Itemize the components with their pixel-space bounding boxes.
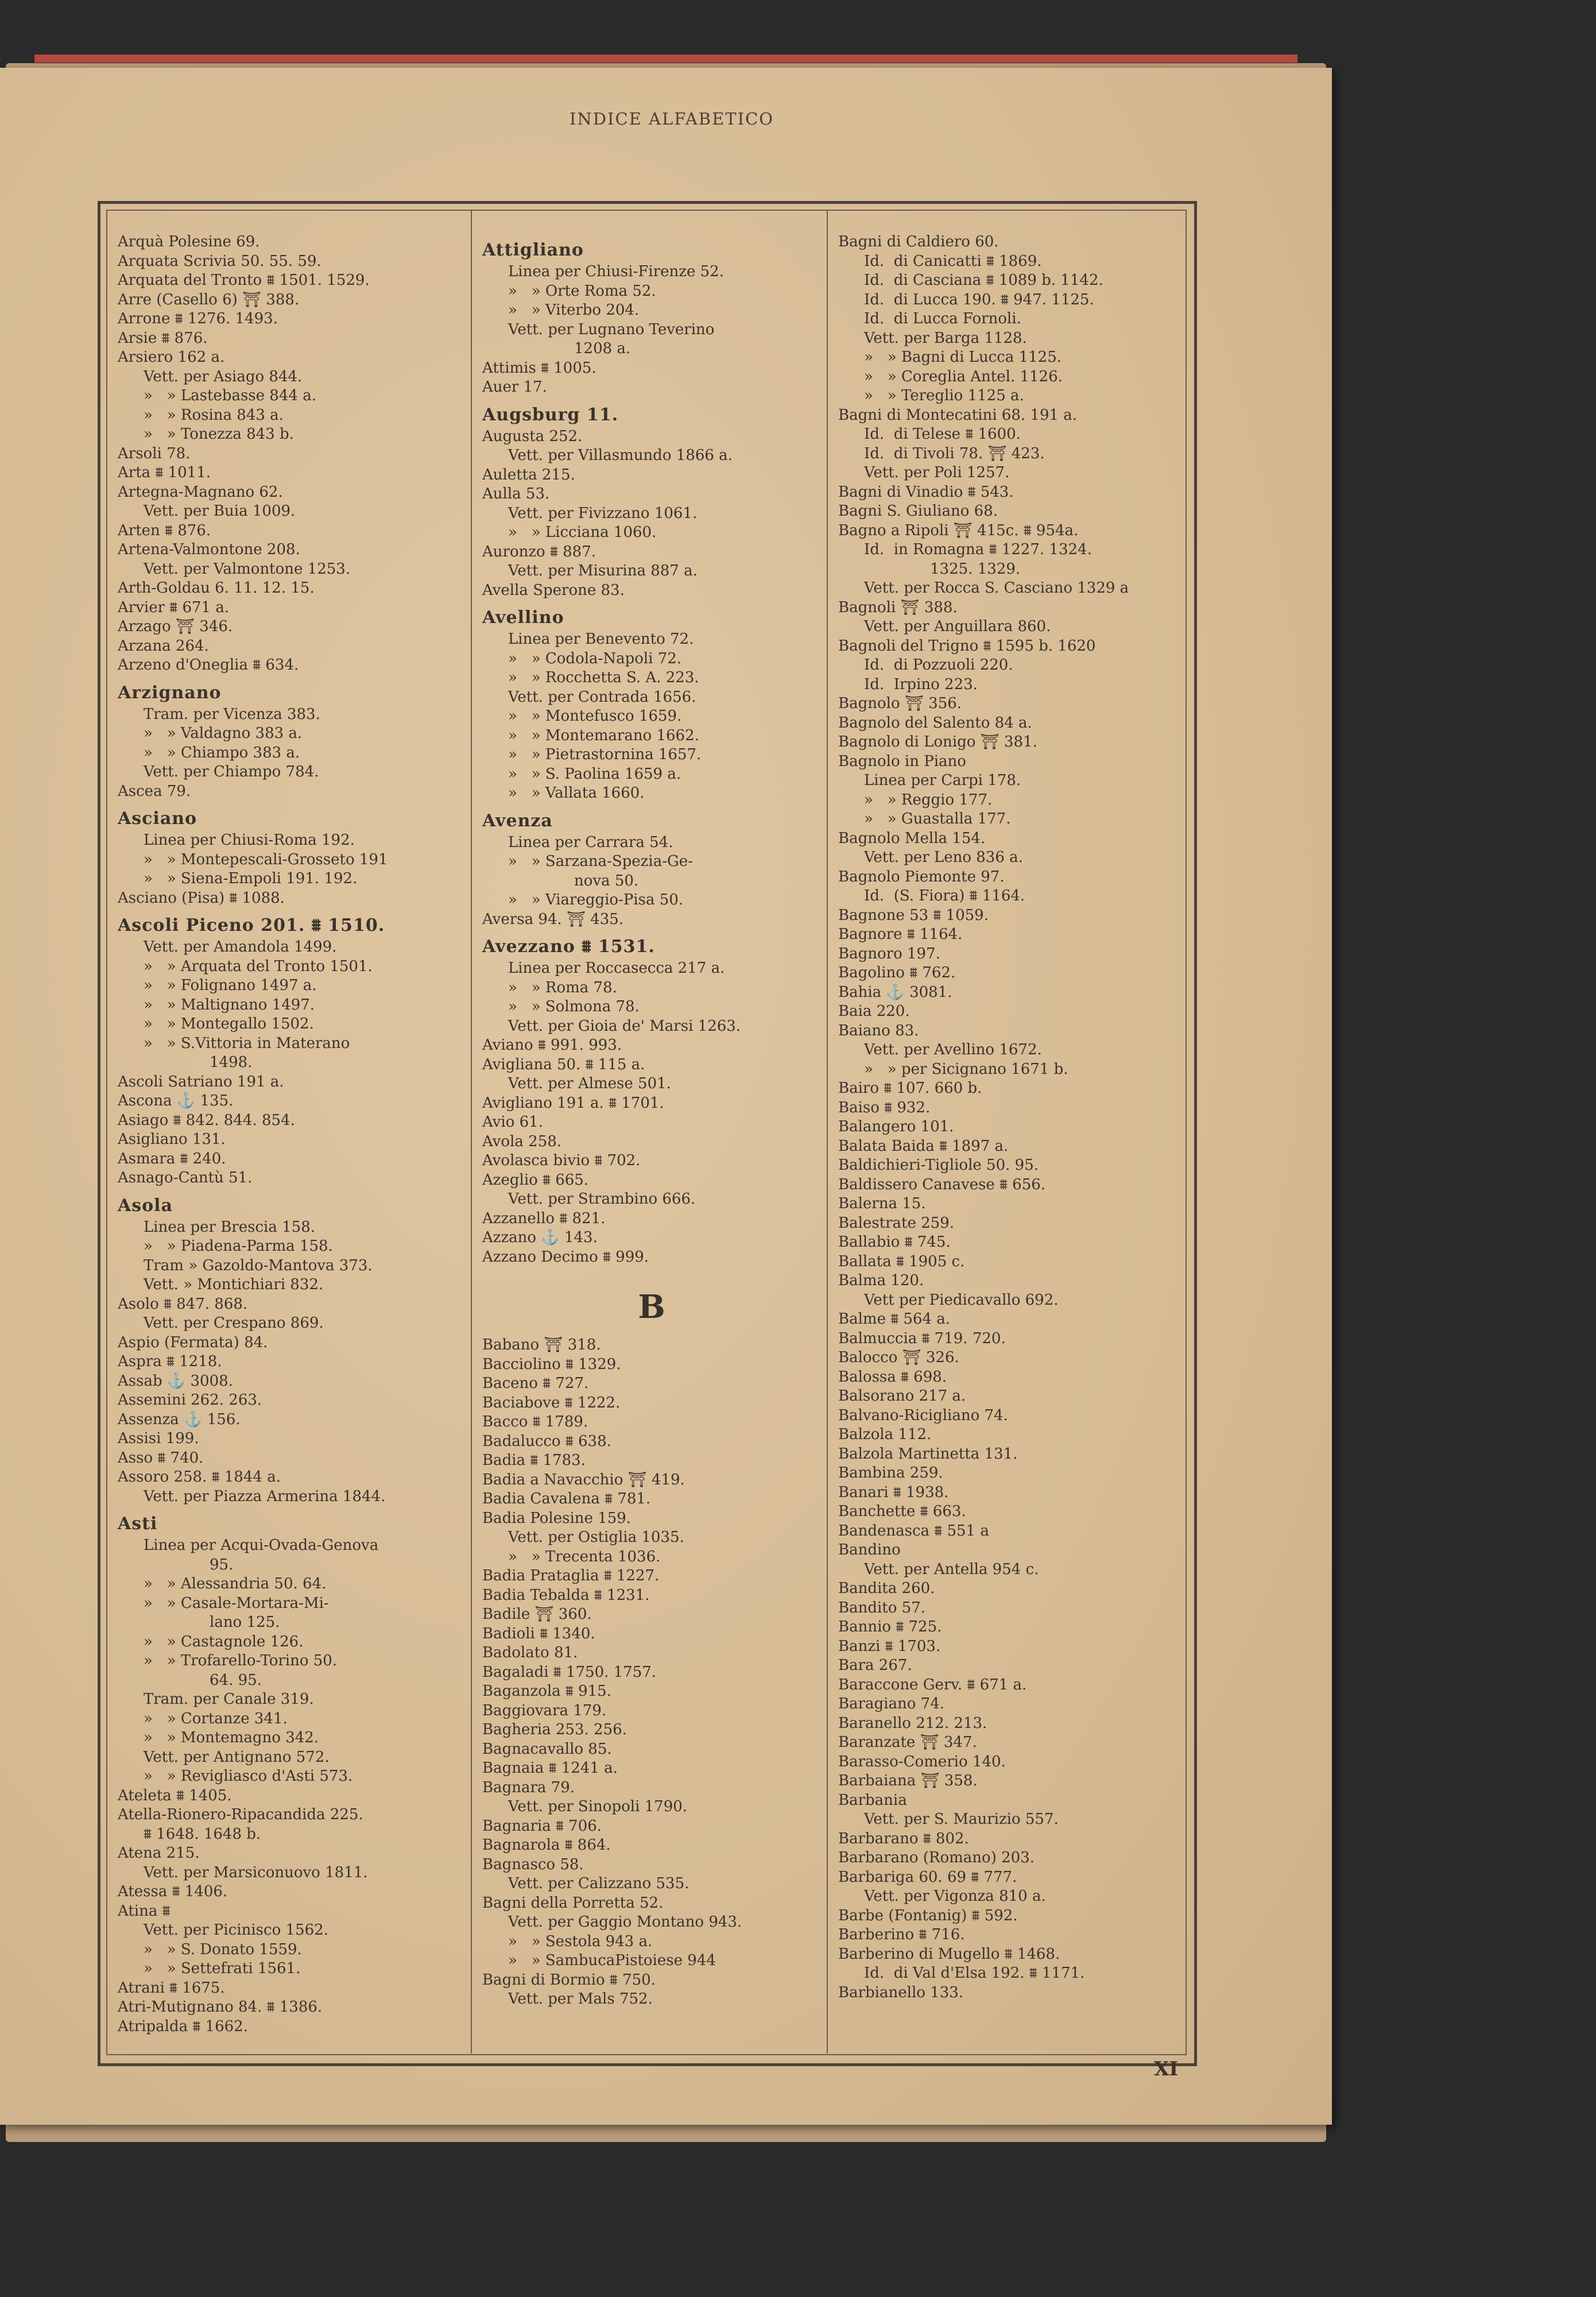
index-entry: Bagnaia ⩩ 1241 a. bbox=[482, 1760, 618, 1777]
section-letter: B bbox=[638, 1288, 665, 1326]
index-entry: » » Valdagno 383 a. bbox=[144, 725, 303, 742]
index-entry: Aspra ⩩ 1218. bbox=[118, 1353, 222, 1370]
index-entry: » » Folignano 1497 a. bbox=[144, 977, 317, 994]
index-entry: » » Montefusco 1659. bbox=[508, 707, 682, 725]
index-entry: Vett. per Poli 1257. bbox=[864, 464, 1010, 481]
index-entry: Bagni di Bormio ⩩ 750. bbox=[482, 1971, 656, 1989]
index-entry: Azzano ⚓ 143. bbox=[482, 1229, 598, 1246]
index-entry: » » Maltignano 1497. bbox=[144, 996, 315, 1014]
index-entry: Bagnolo Piemonte 97. bbox=[838, 868, 1005, 885]
index-entry: Vett per Piedicavallo 692. bbox=[864, 1291, 1059, 1309]
index-entry: Atri-Mutignano 84. ⩩ 1386. bbox=[118, 1998, 323, 2016]
index-entry: Vett. per Antella 954 c. bbox=[864, 1560, 1039, 1578]
index-entry: Baggiovara 179. bbox=[482, 1702, 607, 1719]
index-entry: » » Licciana 1060. bbox=[508, 524, 657, 541]
index-entry: Vett. per Crespano 869. bbox=[144, 1314, 324, 1332]
index-entry: Vett. per Misurina 887 a. bbox=[508, 562, 698, 579]
index-entry: Vett. per Gioia de' Marsi 1263. bbox=[508, 1017, 741, 1035]
index-entry: Linea per Acqui-Ovada-Genova bbox=[144, 1537, 379, 1554]
index-entry: Linea per Roccasecca 217 a. bbox=[508, 960, 725, 977]
index-entry: Baia 220. bbox=[838, 1003, 910, 1020]
index-entry: Id. Irpino 223. bbox=[864, 675, 978, 693]
index-entry: Vett. per Leno 836 a. bbox=[864, 849, 1023, 866]
index-entry: Baragiano 74. bbox=[838, 1695, 945, 1712]
index-column-2 bbox=[482, 233, 821, 2009]
index-entry: Vett. per Anguillara 860. bbox=[864, 618, 1051, 635]
index-entry: » » Tereglio 1125 a. bbox=[864, 387, 1024, 404]
index-entry: Auronzo ⩩ 887. bbox=[482, 543, 596, 560]
index-entry: Avio 61. bbox=[482, 1113, 543, 1131]
index-entry: Vett. per Calizzano 535. bbox=[508, 1875, 689, 1892]
column-rule-2 bbox=[827, 210, 828, 2054]
index-entry: Ballabio ⩩ 745. bbox=[838, 1233, 951, 1251]
index-entry: Id. (S. Fiora) ⩩ 1164. bbox=[864, 887, 1025, 904]
index-entry: Arzeno d'Oneglia ⩩ 634. bbox=[118, 656, 299, 674]
index-entry: Assemini 262. 263. bbox=[118, 1391, 262, 1409]
index-entry: Asiago ⩩ 842. 844. 854. bbox=[118, 1111, 295, 1129]
index-entry: Balossa ⩩ 698. bbox=[838, 1368, 947, 1386]
index-entry: Vett. per Valmontone 1253. bbox=[144, 560, 351, 578]
index-entry: Vett. per Vigonza 810 a. bbox=[864, 1888, 1046, 1905]
index-entry: Attimis ⩩ 1005. bbox=[482, 359, 596, 377]
index-entry: Bagnoli del Trigno ⩩ 1595 b. 1620 bbox=[838, 637, 1096, 655]
index-entry: Baraccone Gerv. ⩩ 671 a. bbox=[838, 1676, 1027, 1693]
index-entry: Vett. per Picinisco 1562. bbox=[144, 1921, 328, 1939]
index-entry: Bagnasco 58. bbox=[482, 1855, 584, 1873]
index-entry: Arzago ⛩ 346. bbox=[118, 618, 233, 635]
index-entry: Artegna-Magnano 62. bbox=[118, 483, 283, 501]
index-entry: Balzola Martinetta 131. bbox=[838, 1445, 1018, 1463]
index-entry: » » SambucaPistoiese 944 bbox=[508, 1952, 716, 1969]
index-entry: Balsorano 217 a. bbox=[838, 1387, 966, 1405]
index-entry: Banzi ⩩ 1703. bbox=[838, 1637, 941, 1655]
index-entry: Bara 267. bbox=[838, 1657, 912, 1674]
index-entry: Tram. per Canale 319. bbox=[144, 1691, 314, 1708]
index-entry: Barberino di Mugello ⩩ 1468. bbox=[838, 1945, 1060, 1963]
index-entry: Atella-Rionero-Ripacandida 225. bbox=[118, 1806, 363, 1823]
index-entry: Vett. per Mals 752. bbox=[508, 1990, 653, 2008]
index-entry: Atina ⩩ bbox=[118, 1902, 171, 1920]
index-entry: Vett. per Contrada 1656. bbox=[508, 688, 696, 706]
index-entry: Baiso ⩩ 932. bbox=[838, 1099, 931, 1116]
index-entry: Avigliano 191 a. ⩩ 1701. bbox=[482, 1094, 664, 1112]
index-entry: » » Codola-Napoli 72. bbox=[508, 649, 682, 667]
index-entry: » » Tonezza 843 b. bbox=[144, 426, 294, 443]
index-entry: Avola 258. bbox=[482, 1132, 562, 1150]
index-entry: Arsoli 78. bbox=[118, 444, 191, 462]
page-header: INDICE ALFABETICO bbox=[569, 109, 774, 129]
index-entry: Badile ⛩ 360. bbox=[482, 1606, 592, 1623]
index-entry: Baranzate ⛩ 347. bbox=[838, 1734, 977, 1751]
index-entry: Bagnolo in Piano bbox=[838, 752, 966, 770]
index-entry: » » S. Donato 1559. bbox=[144, 1940, 302, 1958]
index-heading: Asciano bbox=[118, 809, 197, 829]
index-entry: Arvier ⩩ 671 a. bbox=[118, 598, 230, 616]
index-entry: » » Guastalla 177. bbox=[864, 810, 1011, 827]
index-entry: » » per Sicignano 1671 b. bbox=[864, 1060, 1068, 1078]
index-entry: Bahia ⚓ 3081. bbox=[838, 983, 952, 1001]
index-entry: Bagno a Ripoli ⛩ 415c. ⩩ 954a. bbox=[838, 521, 1079, 539]
index-entry: Vett. per Sinopoli 1790. bbox=[508, 1798, 688, 1815]
index-entry: Id. di Lucca 190. ⩩ 947. 1125. bbox=[864, 291, 1094, 308]
index-entry: Badia ⩩ 1783. bbox=[482, 1452, 586, 1469]
book-edge-red bbox=[34, 55, 1297, 63]
index-entry: Bagnaria ⩩ 706. bbox=[482, 1817, 602, 1835]
index-entry: Badia a Navacchio ⛩ 419. bbox=[482, 1471, 685, 1488]
index-entry: Badia Tebalda ⩩ 1231. bbox=[482, 1586, 650, 1604]
index-entry: » » Viterbo 204. bbox=[508, 301, 640, 319]
index-entry: » » Solmona 78. bbox=[508, 998, 640, 1015]
index-entry: » » Pietrastornina 1657. bbox=[508, 746, 702, 763]
index-entry: Barasso-Comerio 140. bbox=[838, 1753, 1006, 1770]
index-entry: » » Montemarano 1662. bbox=[508, 726, 699, 744]
index-entry: 64. 95. bbox=[210, 1671, 262, 1689]
index-entry: Id. di Telese ⩩ 1600. bbox=[864, 426, 1021, 443]
index-entry: Assisi 199. bbox=[118, 1430, 199, 1447]
index-entry: Balvano-Ricigliano 74. bbox=[838, 1406, 1008, 1424]
index-entry: Vett. per Strambino 666. bbox=[508, 1190, 696, 1208]
index-entry: Arzana 264. bbox=[118, 637, 209, 655]
index-entry: Barbariga 60. 69 ⩩ 777. bbox=[838, 1868, 1017, 1886]
index-entry: Badia Prataglia ⩩ 1227. bbox=[482, 1567, 660, 1584]
index-entry: Vett. per S. Maurizio 557. bbox=[864, 1811, 1059, 1828]
index-entry: Arta ⩩ 1011. bbox=[118, 464, 211, 481]
index-entry: Bagaladi ⩩ 1750. 1757. bbox=[482, 1663, 657, 1681]
index-entry: Linea per Benevento 72. bbox=[508, 631, 694, 648]
index-entry: Bagni S. Giuliano 68. bbox=[838, 502, 998, 520]
index-entry: Baiano 83. bbox=[838, 1022, 919, 1039]
index-entry: Id. di Pozzuoli 220. bbox=[864, 656, 1013, 674]
index-entry: » » Montepescali-Grosseto 191 bbox=[144, 850, 388, 868]
index-entry: » » Montegallo 1502. bbox=[144, 1015, 314, 1033]
index-entry: » » Rosina 843 a. bbox=[144, 406, 284, 424]
index-entry: Badia Cavalena ⩩ 781. bbox=[482, 1490, 651, 1507]
index-entry: » » Settefrati 1561. bbox=[144, 1960, 301, 1977]
index-entry: 1498. bbox=[210, 1054, 253, 1071]
index-entry: Bagnolo ⛩ 356. bbox=[838, 695, 962, 712]
index-entry: nova 50. bbox=[574, 872, 639, 890]
index-entry: Bagnone 53 ⩩ 1059. bbox=[838, 906, 989, 924]
index-entry: Arquà Polesine 69. bbox=[118, 233, 260, 250]
index-entry: Bagnarola ⩩ 864. bbox=[482, 1836, 611, 1854]
index-entry: » » S. Paolina 1659 a. bbox=[508, 765, 681, 783]
index-entry: » » Chiampo 383 a. bbox=[144, 744, 300, 761]
index-entry: Vett. per Rocca S. Casciano 1329 a bbox=[864, 579, 1129, 597]
index-entry: Ascea 79. bbox=[118, 782, 191, 800]
index-entry: Bagni della Porretta 52. bbox=[482, 1894, 664, 1912]
index-entry: Bairo ⩩ 107. 660 b. bbox=[838, 1080, 982, 1097]
index-entry: Baceno ⩩ 727. bbox=[482, 1375, 589, 1392]
index-entry: Aulla 53. bbox=[482, 485, 550, 502]
index-heading: Arzignano bbox=[118, 682, 222, 703]
index-entry: Atessa ⩩ 1406. bbox=[118, 1883, 228, 1900]
index-entry: Bacco ⩩ 1789. bbox=[482, 1413, 588, 1430]
index-entry: Bagni di Caldiero 60. bbox=[838, 233, 999, 250]
index-entry: Assoro 258. ⩩ 1844 a. bbox=[118, 1468, 281, 1486]
index-entry: Atrani ⩩ 1675. bbox=[118, 1979, 225, 1997]
index-entry: Babano ⛩ 318. bbox=[482, 1336, 601, 1354]
index-entry: Aversa 94. ⛩ 435. bbox=[482, 910, 624, 928]
index-entry: Bannio ⩩ 725. bbox=[838, 1618, 942, 1635]
index-entry: Bambina 259. bbox=[838, 1464, 943, 1482]
index-entry: Bagni di Montecatini 68. 191 a. bbox=[838, 406, 1078, 424]
index-entry: » » Reggio 177. bbox=[864, 791, 993, 809]
index-entry: » » Coreglia Antel. 1126. bbox=[864, 368, 1063, 385]
index-entry: Vett. per Villasmundo 1866 a. bbox=[508, 447, 733, 464]
index-entry: Ascona ⚓ 135. bbox=[118, 1092, 234, 1109]
index-entry: Bandenasca ⩩ 551 a bbox=[838, 1522, 989, 1540]
index-entry: Id. di Tivoli 78. ⛩ 423. bbox=[864, 444, 1045, 462]
index-heading: Augsburg 11. bbox=[482, 404, 619, 425]
index-entry: Arsie ⩩ 876. bbox=[118, 329, 208, 347]
index-entry: » » Castagnole 126. bbox=[144, 1633, 304, 1650]
index-entry: Banari ⩩ 1938. bbox=[838, 1483, 949, 1501]
index-entry: Bagnore ⩩ 1164. bbox=[838, 926, 963, 943]
index-entry: Assenza ⚓ 156. bbox=[118, 1410, 241, 1428]
index-entry: » » Cortanze 341. bbox=[144, 1710, 288, 1727]
index-entry: Vett. per Asiago 844. bbox=[144, 368, 303, 385]
index-entry: » » Piadena-Parma 158. bbox=[144, 1238, 333, 1255]
index-entry: Auletta 215. bbox=[482, 466, 575, 484]
index-entry: » » Lastebasse 844 a. bbox=[144, 387, 316, 404]
index-entry: Bagnolo Mella 154. bbox=[838, 829, 986, 847]
index-entry: Asso ⩩ 740. bbox=[118, 1449, 204, 1467]
index-entry: » » Trofarello-Torino 50. bbox=[144, 1652, 338, 1669]
index-entry: » » Casale-Mortara-Mi- bbox=[144, 1594, 329, 1612]
index-entry: Asciano (Pisa) ⩩ 1088. bbox=[118, 889, 285, 907]
index-heading: Asola bbox=[118, 1195, 173, 1216]
index-entry: Bagheria 253. 256. bbox=[482, 1721, 627, 1738]
index-entry: » » Arquata del Tronto 1501. bbox=[144, 957, 373, 975]
index-entry: Bacciolino ⩩ 1329. bbox=[482, 1355, 621, 1373]
index-entry: Vett. per Piazza Armerina 1844. bbox=[144, 1487, 386, 1505]
index-entry: Bagnolo del Salento 84 a. bbox=[838, 714, 1032, 732]
index-entry: Baldichieri-Tigliole 50. 95. bbox=[838, 1157, 1039, 1174]
index-entry: Bagolino ⩩ 762. bbox=[838, 964, 956, 981]
index-entry: Bandino bbox=[838, 1541, 901, 1559]
index-entry: Linea per Chiusi-Roma 192. bbox=[144, 832, 355, 849]
index-entry: » » Roma 78. bbox=[508, 979, 617, 996]
index-entry: Aspio (Fermata) 84. bbox=[118, 1333, 268, 1351]
index-entry: » » Bagni di Lucca 1125. bbox=[864, 349, 1062, 366]
index-entry: Balzola 112. bbox=[838, 1426, 932, 1443]
index-entry: Badolato 81. bbox=[482, 1644, 578, 1661]
index-entry: Avigliana 50. ⩩ 115 a. bbox=[482, 1055, 645, 1073]
index-entry: Auer 17. bbox=[482, 378, 547, 396]
index-entry: » » Rocchetta S. A. 223. bbox=[508, 669, 699, 686]
index-entry: Barbania bbox=[838, 1791, 907, 1809]
index-heading: Ascoli Piceno 201. ⩩ 1510. bbox=[118, 915, 385, 935]
index-entry: Id. di Lucca Fornoli. bbox=[864, 310, 1021, 327]
index-entry: Badia Polesine 159. bbox=[482, 1509, 632, 1527]
index-entry: Id. di Val d'Elsa 192. ⩩ 1171. bbox=[864, 1965, 1085, 1982]
index-entry: Bagnacavallo 85. bbox=[482, 1740, 612, 1758]
index-heading: Avellino bbox=[482, 608, 564, 628]
index-entry: Arth-Goldau 6. 11. 12. 15. bbox=[118, 579, 315, 597]
index-entry: Arsiero 162 a. bbox=[118, 349, 225, 366]
index-entry: Azzano Decimo ⩩ 999. bbox=[482, 1248, 649, 1266]
index-entry: Tram. per Vicenza 383. bbox=[144, 705, 320, 723]
index-entry: Bagnoli ⛩ 388. bbox=[838, 598, 958, 616]
index-entry: Ascoli Satriano 191 a. bbox=[118, 1073, 284, 1091]
index-column-3 bbox=[838, 233, 1183, 2002]
index-entry: Badioli ⩩ 1340. bbox=[482, 1625, 595, 1642]
index-entry: Vett. per Avellino 1672. bbox=[864, 1041, 1042, 1058]
index-entry: Atripalda ⩩ 1662. bbox=[118, 2017, 248, 2035]
index-entry: Artena-Valmontone 208. bbox=[118, 541, 300, 558]
index-entry: Balestrate 259. bbox=[838, 1214, 955, 1232]
index-entry: Bandita 260. bbox=[838, 1580, 935, 1597]
index-entry: Avella Sperone 83. bbox=[482, 581, 625, 599]
index-entry: Vett. per Lugnano Teverino bbox=[508, 320, 715, 338]
index-entry: Vett. per Marsiconuovo 1811. bbox=[144, 1863, 368, 1881]
index-entry: Asmara ⩩ 240. bbox=[118, 1150, 226, 1167]
index-column-1 bbox=[118, 233, 462, 2036]
index-entry: Linea per Carpi 178. bbox=[864, 772, 1021, 789]
index-entry: Avolasca bivio ⩩ 702. bbox=[482, 1152, 641, 1169]
index-entry: Arrone ⩩ 1276. 1493. bbox=[118, 310, 278, 327]
index-entry: lano 125. bbox=[210, 1614, 280, 1631]
index-entry: Barbe (Fontanig) ⩩ 592. bbox=[838, 1907, 1018, 1924]
index-entry: Linea per Carrara 54. bbox=[508, 833, 673, 851]
index-entry: Assab ⚓ 3008. bbox=[118, 1372, 233, 1390]
page-number: XI bbox=[1154, 2058, 1179, 2081]
index-entry: Ballata ⩩ 1905 c. bbox=[838, 1252, 965, 1270]
index-entry: Id. di Canicatti ⩩ 1869. bbox=[864, 252, 1042, 270]
index-entry: Aviano ⩩ 991. 993. bbox=[482, 1037, 622, 1054]
index-entry: » » Viareggio-Pisa 50. bbox=[508, 891, 684, 908]
index-entry: » » Montemagno 342. bbox=[144, 1729, 319, 1746]
index-entry: Barbaiana ⛩ 358. bbox=[838, 1772, 978, 1789]
index-entry: » » Orte Roma 52. bbox=[508, 282, 656, 300]
index-entry: Barberino ⩩ 716. bbox=[838, 1926, 965, 1943]
index-entry: Tram » Gazoldo-Mantova 373. bbox=[144, 1256, 373, 1274]
index-entry: Vett. » Montichiari 832. bbox=[144, 1276, 324, 1293]
index-entry: Barbarano (Romano) 203. bbox=[838, 1849, 1035, 1866]
index-entry: Balangero 101. bbox=[838, 1118, 954, 1135]
index-entry: Badalucco ⩩ 638. bbox=[482, 1432, 611, 1450]
index-heading: Avezzano ⩩ 1531. bbox=[482, 937, 655, 957]
index-entry: Bagnolo di Lonigo ⛩ 381. bbox=[838, 733, 1037, 751]
index-entry: Vett. per Ostiglia 1035. bbox=[508, 1529, 684, 1546]
index-entry: » » Sarzana-Spezia-Ge- bbox=[508, 853, 693, 870]
index-entry: Asnago-Cantù 51. bbox=[118, 1169, 253, 1186]
index-entry: Atena 215. bbox=[118, 1844, 200, 1862]
index-entry: Vett. per Buia 1009. bbox=[144, 502, 296, 520]
index-entry: Balma 120. bbox=[838, 1272, 924, 1289]
index-entry: Barbianello 133. bbox=[838, 1983, 964, 2001]
index-entry: Asigliano 131. bbox=[118, 1131, 226, 1148]
index-entry: » » Vallata 1660. bbox=[508, 784, 645, 802]
index-entry: » » Siena-Empoli 191. 192. bbox=[144, 870, 358, 887]
column-rule-1 bbox=[471, 210, 472, 2054]
index-entry: Id. in Romagna ⩩ 1227. 1324. bbox=[864, 541, 1092, 558]
index-entry: Ateleta ⩩ 1405. bbox=[118, 1786, 232, 1804]
index-entry: Balata Baida ⩩ 1897 a. bbox=[838, 1137, 1009, 1155]
index-entry: Vett. per Fivizzano 1061. bbox=[508, 504, 698, 522]
index-entry: Arten ⩩ 876. bbox=[118, 521, 211, 539]
index-entry: Vett. per Barga 1128. bbox=[864, 329, 1027, 347]
index-entry: Vett. per Chiampo 784. bbox=[144, 763, 319, 780]
index-entry: » » Trecenta 1036. bbox=[508, 1548, 661, 1565]
index-entry: Balme ⩩ 564 a. bbox=[838, 1310, 951, 1328]
index-entry: Barbarano ⩩ 802. bbox=[838, 1830, 969, 1847]
index-entry: ⩩ 1648. 1648 b. bbox=[144, 1825, 261, 1843]
index-entry: » » Revigliasco d'Asti 573. bbox=[144, 1768, 353, 1785]
index-entry: Bagni di Vinadio ⩩ 543. bbox=[838, 483, 1014, 501]
index-entry: Azeglio ⩩ 665. bbox=[482, 1171, 589, 1189]
index-entry: Augusta 252. bbox=[482, 427, 583, 445]
index-entry: Baganzola ⩩ 915. bbox=[482, 1683, 611, 1700]
index-entry: Baranello 212. 213. bbox=[838, 1714, 987, 1732]
index-entry: Balocco ⛩ 326. bbox=[838, 1349, 959, 1366]
index-entry: Arre (Casello 6) ⛩ 388. bbox=[118, 291, 300, 308]
index-entry: Linea per Chiusi-Firenze 52. bbox=[508, 263, 724, 280]
index-entry: 95. bbox=[210, 1556, 234, 1573]
index-heading: Asti bbox=[118, 1514, 158, 1534]
index-entry: » » Sestola 943 a. bbox=[508, 1932, 653, 1950]
index-entry: Balerna 15. bbox=[838, 1195, 926, 1212]
index-entry: Linea per Brescia 158. bbox=[144, 1218, 315, 1236]
index-entry: Banchette ⩩ 663. bbox=[838, 1503, 966, 1520]
index-entry: Arquata Scrivia 50. 55. 59. bbox=[118, 252, 321, 270]
index-entry: Balmuccia ⩩ 719. 720. bbox=[838, 1329, 1006, 1347]
index-entry: Id. di Casciana ⩩ 1089 b. 1142. bbox=[864, 272, 1103, 289]
index-entry: Bagnoro 197. bbox=[838, 945, 940, 962]
index-entry: Baciabove ⩩ 1222. bbox=[482, 1394, 621, 1412]
index-entry: Vett. per Almese 501. bbox=[508, 1075, 671, 1092]
index-entry: Arquata del Tronto ⩩ 1501. 1529. bbox=[118, 272, 370, 289]
index-entry: Vett. per Gaggio Montano 943. bbox=[508, 1913, 742, 1931]
index-entry: Vett. per Amandola 1499. bbox=[144, 938, 337, 956]
index-entry: Vett. per Antignano 572. bbox=[144, 1748, 330, 1766]
index-entry: 1208 a. bbox=[574, 340, 631, 357]
index-entry: Bagnara 79. bbox=[482, 1778, 575, 1796]
index-entry: Azzanello ⩩ 821. bbox=[482, 1209, 606, 1227]
index-heading: Attigliano bbox=[482, 240, 584, 260]
index-entry: » » S.Vittoria in Materano bbox=[144, 1034, 350, 1052]
index-entry: Bandito 57. bbox=[838, 1599, 926, 1617]
index-entry: » » Alessandria 50. 64. bbox=[144, 1575, 327, 1592]
index-entry: Asolo ⩩ 847. 868. bbox=[118, 1295, 248, 1313]
index-entry: 1325. 1329. bbox=[930, 560, 1021, 578]
index-entry: Baldissero Canavese ⩩ 656. bbox=[838, 1175, 1046, 1193]
index-heading: Avenza bbox=[482, 810, 553, 831]
